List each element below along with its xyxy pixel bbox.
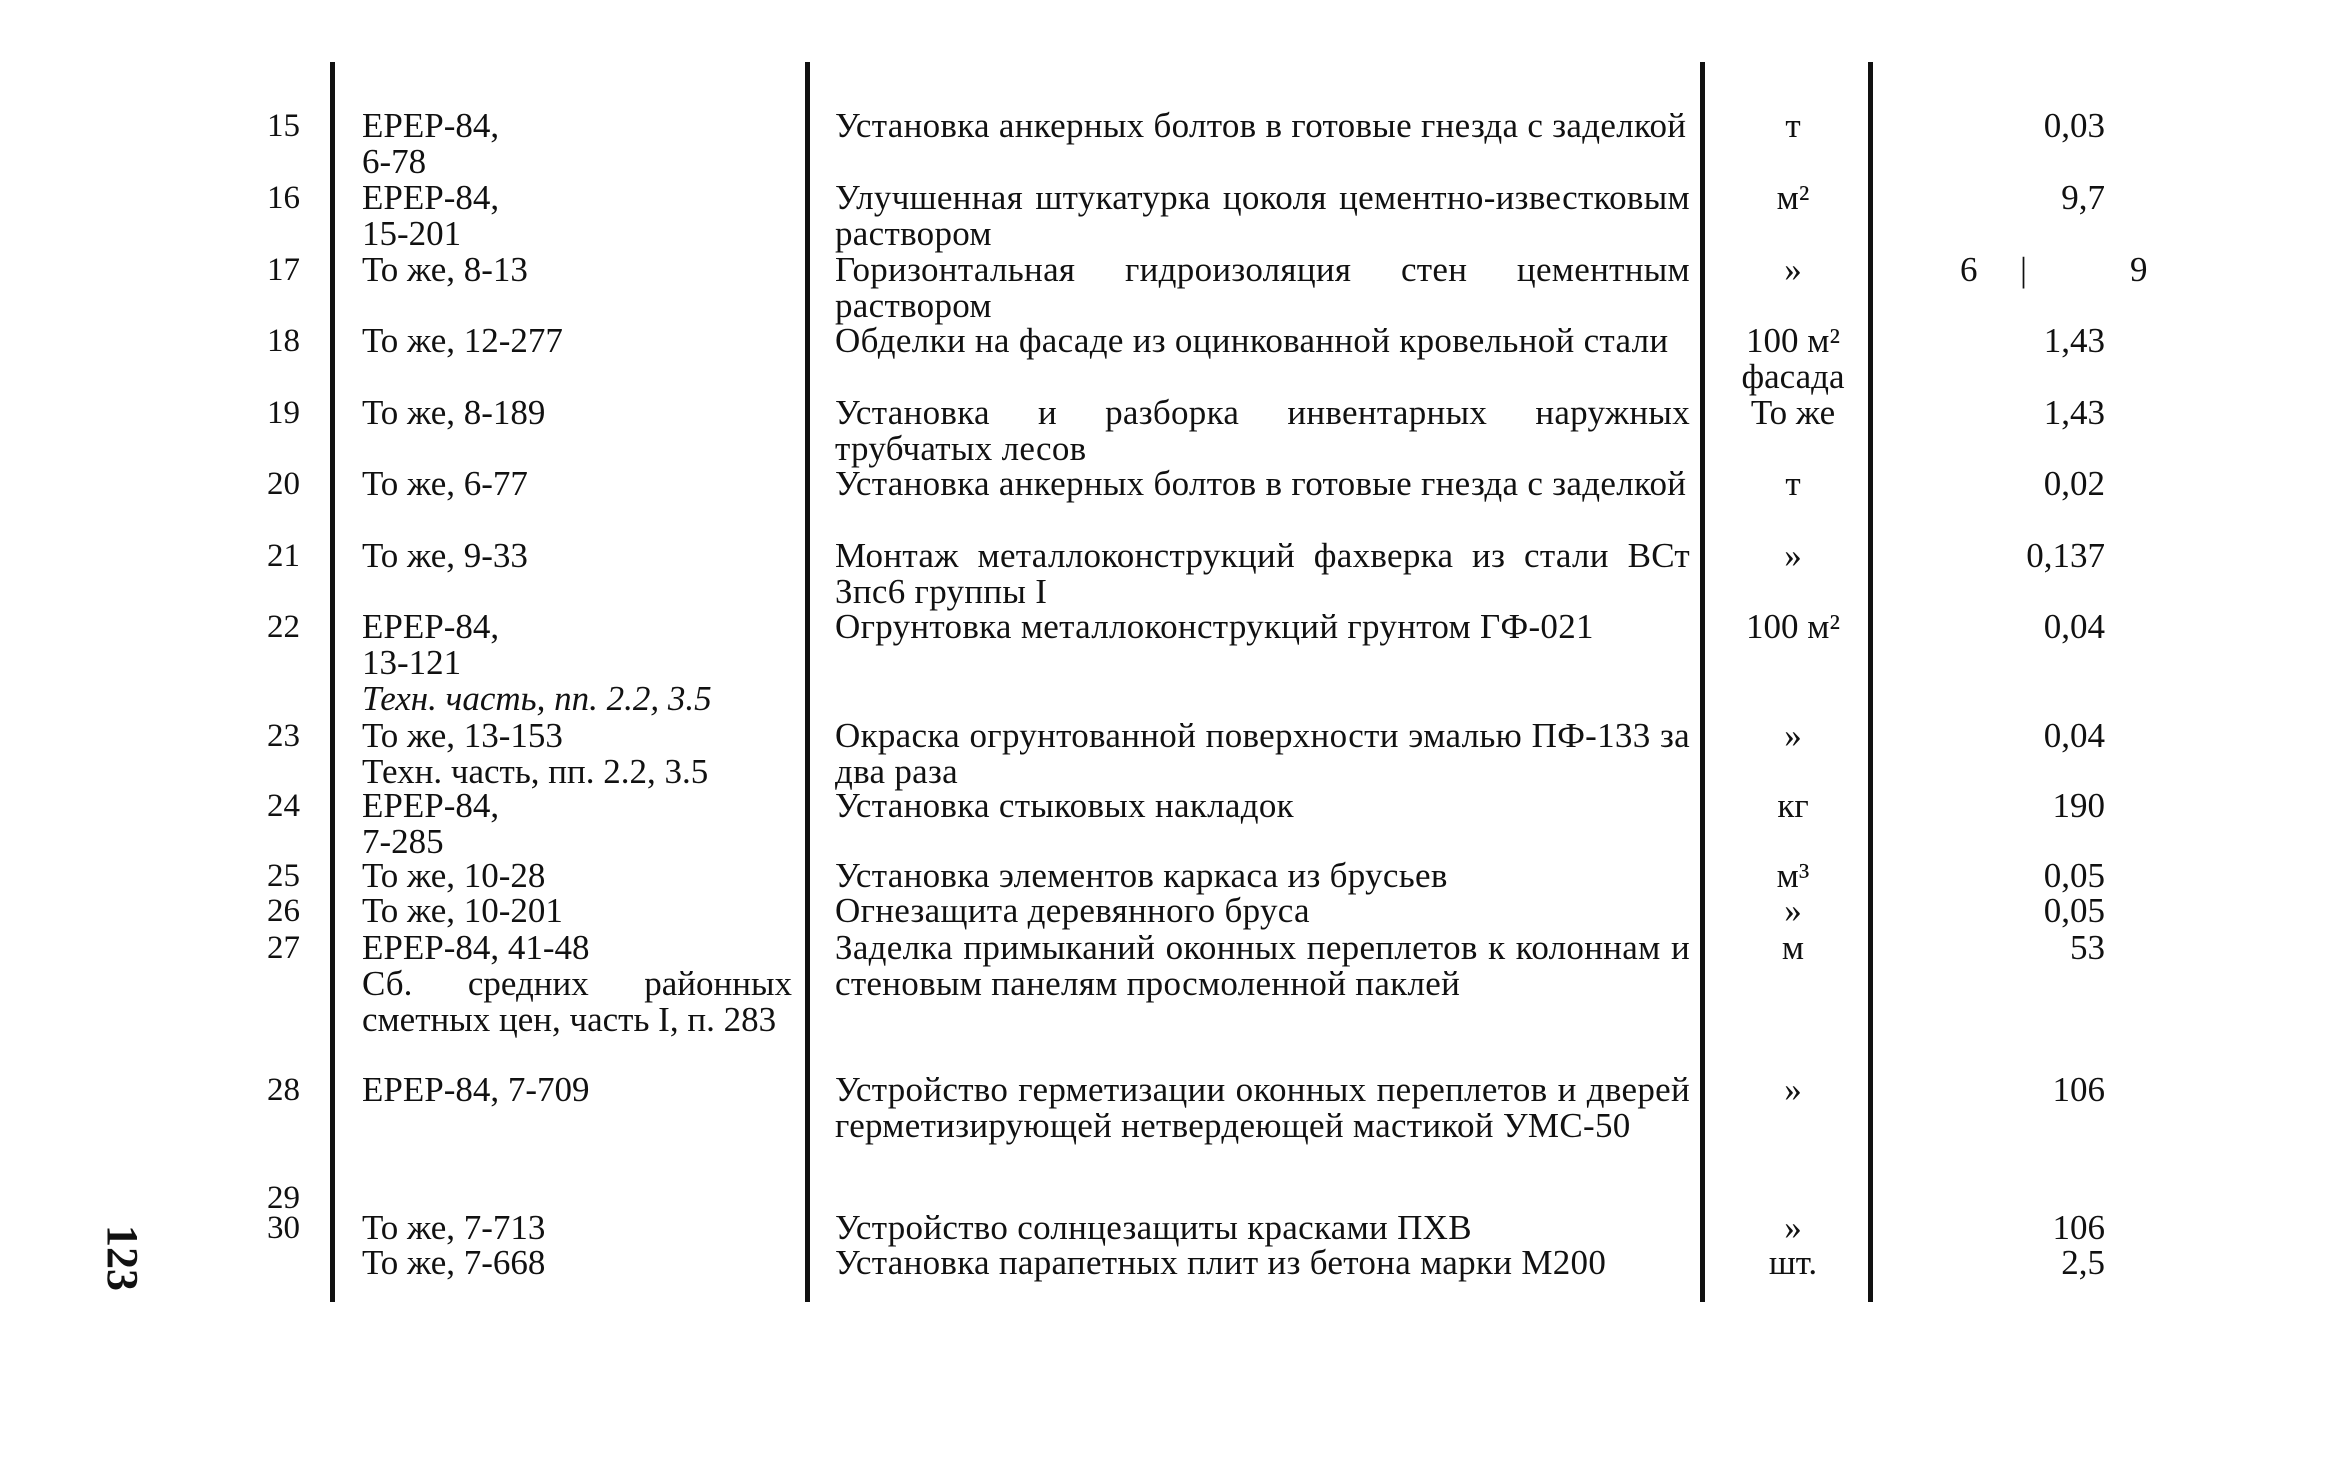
quantity: 0,03 [2043,106,2105,145]
source-line: То же, 10-28 [362,856,546,895]
row-number: 21 [267,538,300,574]
row-number: 27 [267,930,300,966]
page-number: 123 [98,1225,147,1291]
unit-of-measure: м³ [1776,856,1810,895]
quantity-part: 9 [2130,250,2148,289]
work-description: Установка анкерных болтов в готовые гнезда с заделкой [835,464,1687,503]
source-reference [362,323,792,359]
source-line: ЕРЕР-84, [362,607,500,646]
row-number: 18 [267,323,300,359]
source-line: То же, 6-77 [362,464,528,503]
row-number: 25 [267,858,300,894]
row-number: 29 [267,1180,300,1216]
work-description: Монтаж металлоконструкций фахверка из стали ВСт Зпс6 группы I [835,536,1690,611]
row-number: 28 [267,1072,300,1108]
unit-of-measure: кг [1777,786,1809,825]
source-line: То же, 12-277 [362,321,563,360]
work-description: Окраска огрунтованной поверхности эмалью ПФ-133 за два раза [835,716,1690,791]
quantity: 1,43 [2043,321,2105,360]
source-line: 13-121 [362,643,462,682]
source-line: Техн. часть, пп. 2.2, 3.5 [362,679,712,718]
source-line: ЕРЕР-84, [362,106,500,145]
quantity: 106 [2052,1208,2105,1247]
work-description: Устройство солнцезащиты красками ПХВ [835,1208,1472,1247]
source-reference [362,930,792,1038]
quantity: 0,02 [2043,464,2105,503]
row-number: 30 [267,1210,300,1246]
work-description: Устройство герметизации оконных переплетов и дверей герметизирующей нетвердеющей мастикой УМС-50 [835,1070,1690,1145]
quantity-part: | [2020,250,2028,289]
column-divider-description [1700,62,1705,1302]
row-number: 24 [267,788,300,824]
source-reference [362,1210,792,1246]
quantity: 190 [2052,786,2105,825]
source-line: То же, 13-153 [362,716,563,755]
unit-of-measure: шт. [1768,1243,1818,1282]
source-reference [362,395,792,431]
source-reference [362,788,792,860]
unit-of-measure: 100 м² [1746,607,1840,646]
source-line: То же, 8-13 [362,250,528,289]
row-number: 19 [267,395,300,431]
column-divider-left [330,62,335,1302]
unit-of-measure: » [1784,250,1802,289]
source-line: ЕРЕР-84, 41-48 [362,928,590,967]
work-description: Установка элементов каркаса из брусьев [835,856,1448,895]
source-line: ЕРЕР-84, [362,786,500,825]
unit-of-measure: т [1785,106,1801,145]
source-reference [362,180,792,252]
source-line: ЕРЕР-84, [362,178,500,217]
source-line: То же, 9-33 [362,536,528,575]
source-reference [362,1072,792,1108]
source-reference [362,858,792,894]
source-reference [362,893,792,929]
row-number: 23 [267,718,300,754]
work-description: Горизонтальная гидроизоляция стен цементным раствором [835,250,1690,325]
work-description: Установка и разборка инвентарных наружных трубчатых лесов [835,393,1690,468]
source-reference [362,108,792,180]
row-number: 15 [267,108,300,144]
row-number: 20 [267,466,300,502]
quantity: 0,05 [2043,856,2105,895]
row-number: 22 [267,609,300,645]
unit-of-measure: » [1784,891,1802,930]
quantity: 1,43 [2043,393,2105,432]
unit-of-measure: » [1784,536,1802,575]
unit-of-measure: 100 м² фасада [1741,321,1845,396]
source-line: То же, 10-201 [362,891,563,930]
row-number: 16 [267,180,300,216]
unit-of-measure: » [1784,716,1802,755]
work-description: Обделки на фасаде из оцинкованной кровельной стали [835,321,1669,360]
quantity: 0,04 [2043,607,2105,646]
quantity: 0,04 [2043,716,2105,755]
source-line: 7-285 [362,822,444,861]
work-description: Заделка примыканий оконных переплетов к колоннам и стеновым панелям просмоленной паклей [835,928,1690,1003]
source-reference [362,1245,792,1281]
unit-of-measure: » [1784,1208,1802,1247]
row-number: 26 [267,893,300,929]
quantity: 106 [2052,1070,2105,1109]
unit-of-measure: т [1785,464,1801,503]
source-line: ЕРЕР-84, 7-709 [362,1070,590,1109]
work-description: Улучшенная штукатурка цоколя цементно-известковым раствором [835,178,1690,253]
source-line: Сб. средних районных сметных цен, часть I, п. 283 [362,964,792,1039]
work-description: Установка стыковых накладок [835,786,1294,825]
source-reference [362,466,792,502]
source-reference [362,252,792,288]
source-reference [362,718,792,790]
source-line: То же, 8-189 [362,393,546,432]
column-divider-source [805,62,810,1302]
quantity: 53 [2070,928,2105,967]
source-line: 15-201 [362,214,462,253]
work-description: Установка парапетных плит из бетона марки М200 [835,1243,1607,1282]
source-reference [362,609,792,717]
source-line: То же, 7-713 [362,1208,546,1247]
row-number: 17 [267,252,300,288]
quantity-part: 6 [1960,250,1978,289]
unit-of-measure: м [1781,928,1805,967]
source-line: Техн. часть, пп. 2.2, 3.5 [362,752,709,791]
unit-of-measure: » [1784,1070,1802,1109]
work-description: Установка анкерных болтов в готовые гнезда с заделкой [835,106,1687,145]
source-reference [362,538,792,574]
work-description: Огнезащита деревянного бруса [835,891,1310,930]
quantity: 0,05 [2043,891,2105,930]
column-divider-unit [1868,62,1873,1302]
quantity: 9,7 [2061,178,2105,217]
source-line: То же, 7-668 [362,1243,546,1282]
quantity: 2,5 [2061,1243,2105,1282]
unit-of-measure: То же [1750,393,1836,432]
source-line: 6-78 [362,142,427,181]
quantity: 0,137 [2026,536,2105,575]
work-description: Огрунтовка металлоконструкций грунтом ГФ-021 [835,607,1594,646]
unit-of-measure: м² [1776,178,1810,217]
